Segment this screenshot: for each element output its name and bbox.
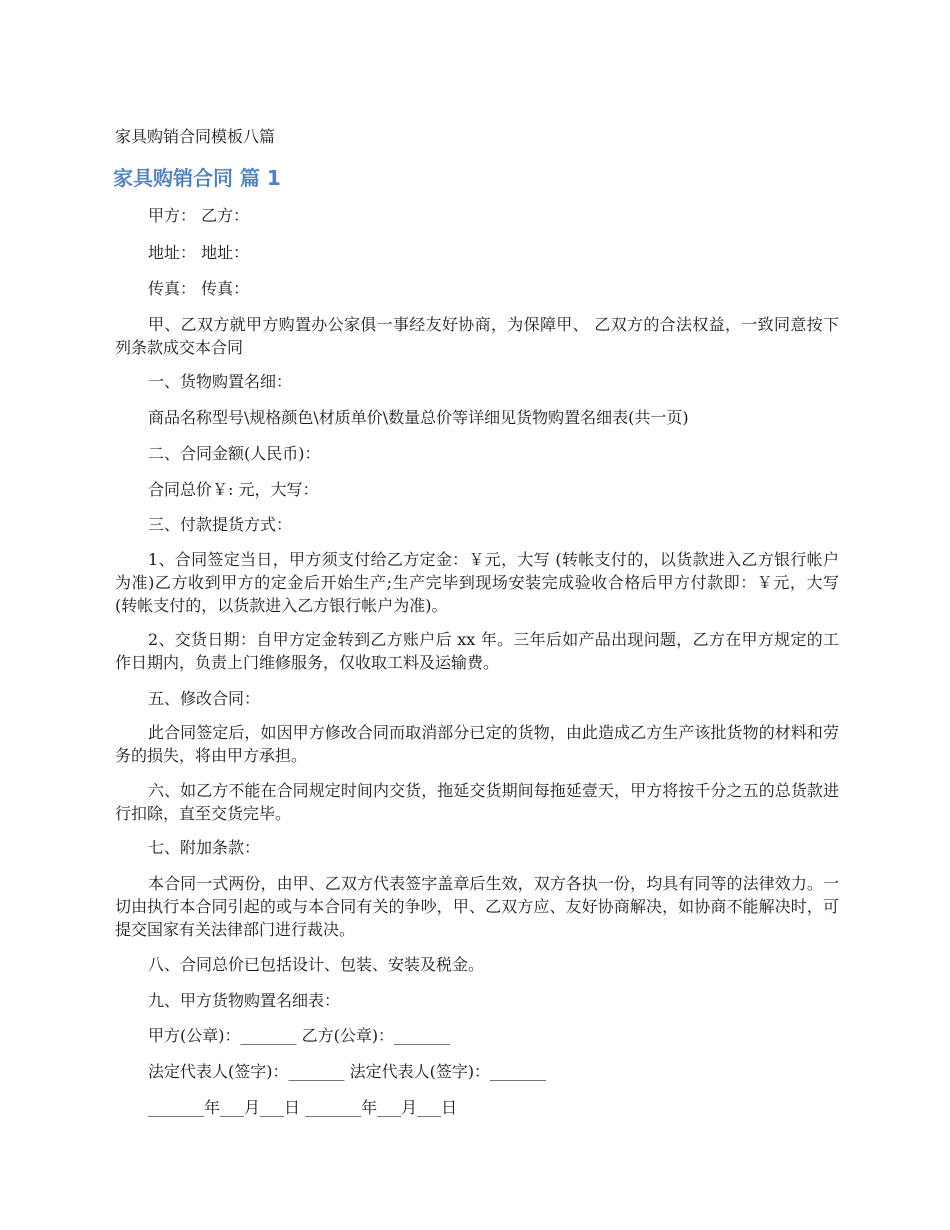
clause-5-heading: 五、修改合同： (148, 689, 261, 708)
signature-line: 法定代表人(签字)：_______ 法定代表人(签字)：_______ (148, 1062, 547, 1081)
clause-7-heading: 七、附加条款： (148, 838, 261, 857)
clause-2-heading: 二、合同金额(人民币)： (148, 444, 321, 463)
party-names-line: 甲方： 乙方： (148, 206, 250, 225)
seal-line: 甲方(公章)：_______ 乙方(公章)：_______ (148, 1026, 451, 1045)
date-line: _______年___月___日 _______年___月___日 (148, 1098, 458, 1117)
clause-2-text: 合同总价￥: 元，大写： (148, 480, 319, 499)
document-title: 家具购销合同模板八篇 (115, 127, 276, 146)
address-line: 地址： 地址： (148, 243, 250, 262)
clause-1-text: 商品名称型号\规格颜色\材质单价\数量总价等详细见货物购置名细表(共一页) (148, 408, 689, 427)
clause-1-heading: 一、货物购置名细： (148, 372, 293, 391)
fax-line: 传真： 传真： (148, 279, 250, 298)
clause-9-heading: 九、甲方货物购置名细表： (148, 991, 341, 1010)
additional-terms-paragraph: 本合同一式两份，由甲、乙双方代表签字盖章后生效，双方各执一份，均具有同等的法律效力。一切由执行本合同引起的或与本合同有关的争吵，甲、乙双方应、友好协商解决，如协商不能解决时，可提交国家有关法律部门进行裁决。 (115, 874, 839, 939)
delay-penalty-paragraph: 六、如乙方不能在合同规定时间内交货，拖延交货期间每拖延壹天，甲方将按千分之五的总货款进行扣除，直至交货完毕。 (115, 781, 839, 823)
section-heading: 家具购销合同 篇 1 (113, 166, 281, 190)
modification-paragraph: 此合同签定后，如因甲方修改合同而取消部分已定的货物，由此造成乙方生产该批货物的材料和劳务的损失，将由甲方承担。 (115, 723, 839, 765)
preamble-paragraph: 甲、乙双方就甲方购置办公家俱一事经友好协商，为保障甲、 乙双方的合法权益，一致同意按下列条款成交本合同 (115, 315, 839, 357)
clause-8-text: 八、合同总价已包括设计、包装、安装及税金。 (148, 955, 485, 974)
clause-3-heading: 三、付款提货方式： (148, 515, 293, 534)
delivery-paragraph: 2、交货日期：自甲方定金转到乙方账户后 xx 年。三年后如产品出现问题，乙方在甲方规定的工作日期内，负责上门维修服务，仅收取工料及运输费。 (115, 630, 839, 672)
payment-paragraph: 1、合同签定当日，甲方须支付给乙方定金：￥元，大写 (转帐支付的，以货款进入乙方银行帐户为准)乙方收到甲方的定金后开始生产;生产完毕到现场安装完成验收合格后甲方付款即：￥元，大写 (转帐支付的，以货款进入乙方银行帐户为准)。 (115, 550, 839, 615)
